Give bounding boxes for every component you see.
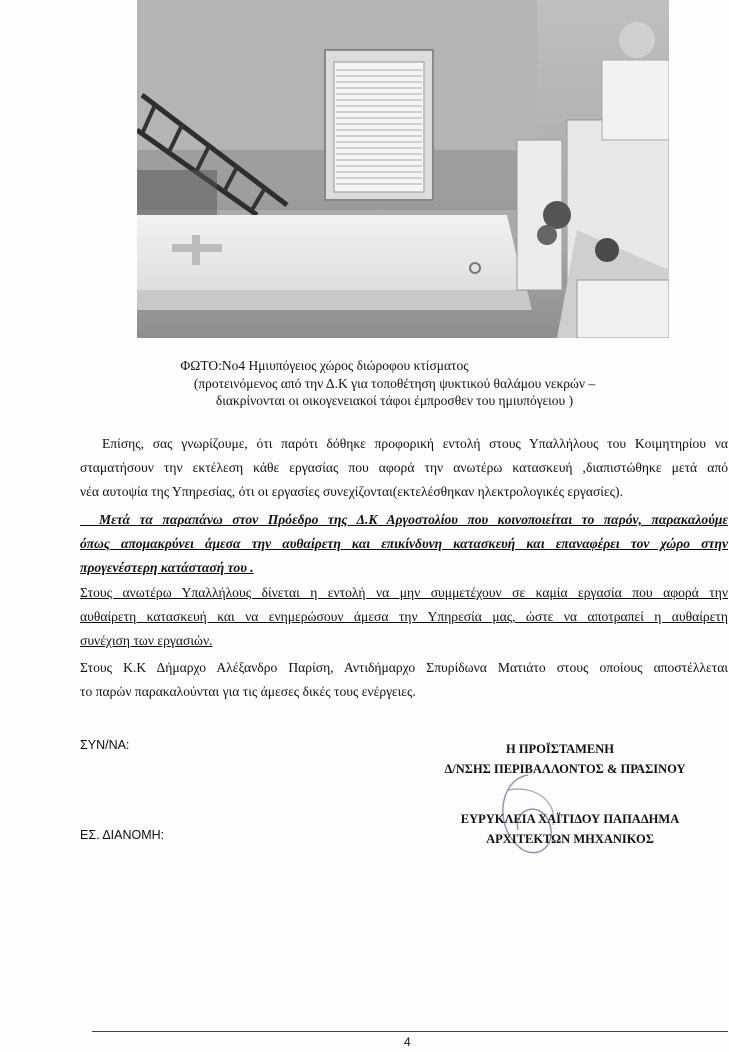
photo-caption-line: διακρίνονται οι οικογενειακοί τάφοι έμπροσθεν του ημιυπόγειου ) [215, 393, 574, 408]
text-line: όπως απομακρύνει άμεσα την αυθαίρετη και επικίνδυνη κατασκευή και επαναφέρει τον χώρο στην [80, 536, 728, 551]
text-line: αυθαίρετη κατασκευή και να ενημερώσουν άμεσα την Υπηρεσία μας, ώστε να αποτραπεί η αυθαίρετη [80, 609, 728, 624]
signature-role: Η ΠΡΟΪΣΤΑΜΕΝΗ [505, 742, 614, 756]
paragraph-verbal-order [80, 432, 728, 504]
text-line: το παρών παρακαλούνται για τις άμεσες δικές τους ενέργειες. [80, 684, 416, 699]
text-line: σταματήσουν την εκτέλεση κάθε εργασίας που αφορά την ανωτέρω κατασκευή ,διαπιστώθηκε μετά από [80, 460, 728, 475]
text-line: Μετά τα παραπάνω στον Πρόεδρο της Δ.Κ Αργοστολίου που κοινοποιείται το παρόν, παρακαλούμε [80, 512, 728, 527]
photo-icon [137, 0, 669, 338]
photo-caption-title: ΦΩΤΟ:Νο4 Ημιυπόγειος χώρος διώροφου κτίσματος [180, 358, 469, 373]
photo-semibasement [137, 0, 669, 338]
distribution-label: ΕΣ. ΔΙΑΝΟΜΗ: [80, 828, 165, 842]
paragraph-employees-order [80, 581, 728, 653]
signature-department: Δ/ΝΣΗΣ ΠΕΡΙΒΑΛΛΟΝΤΟΣ & ΠΡΑΣΙΝΟΥ [444, 762, 686, 776]
paragraph-request-removal [80, 508, 728, 580]
paragraph-mayor [80, 656, 728, 704]
text-line: νέα αυτοψία της Υπηρεσίας, ότι οι εργασίες συνεχίζονται(εκτελέσθηκαν ηλεκτρολογικές εργασίες). [80, 484, 623, 499]
photo-caption-line: (προτεινόμενος από την Δ.Κ για τοποθέτηση ψυκτικού θαλάμου νεκρών – [193, 376, 596, 391]
signature-name: ΕΥΡΥΚΛΕΙΑ ΧΑΪΤΙΔΟΥ ΠΑΠΑΔΗΜΑ [460, 812, 680, 826]
footer-divider [92, 1031, 728, 1032]
syn-label: ΣΥΝ/ΝΑ: [80, 738, 130, 752]
signature-title: ΑΡΧΙΤΕΚΤΩΝ ΜΗΧΑΝΙΚΟΣ [486, 832, 654, 846]
text-line: Στους ανωτέρω Υπαλλήλους δίνεται η εντολή να μην συμμετέχουν σε καμία εργασία που αφορά την [80, 585, 728, 600]
text-line: Στους Κ.Κ Δήμαρχο Αλέξανδρο Παρίση, Αντιδήμαρχο Σπυρίδωνα Ματιάτο στους οποίους αποστέλλεται [80, 660, 728, 675]
page-number: 4 [404, 1035, 411, 1049]
text-line: συνέχιση των εργασιών. [80, 633, 213, 648]
text-line: Επίσης, σας γνωρίζουμε, ότι παρότι δόθηκε προφορική εντολή στους Υπαλλήλους του Κοιμητηρίου να [102, 436, 728, 451]
text-line: προγενέστερη κατάστασή του . [80, 560, 254, 575]
